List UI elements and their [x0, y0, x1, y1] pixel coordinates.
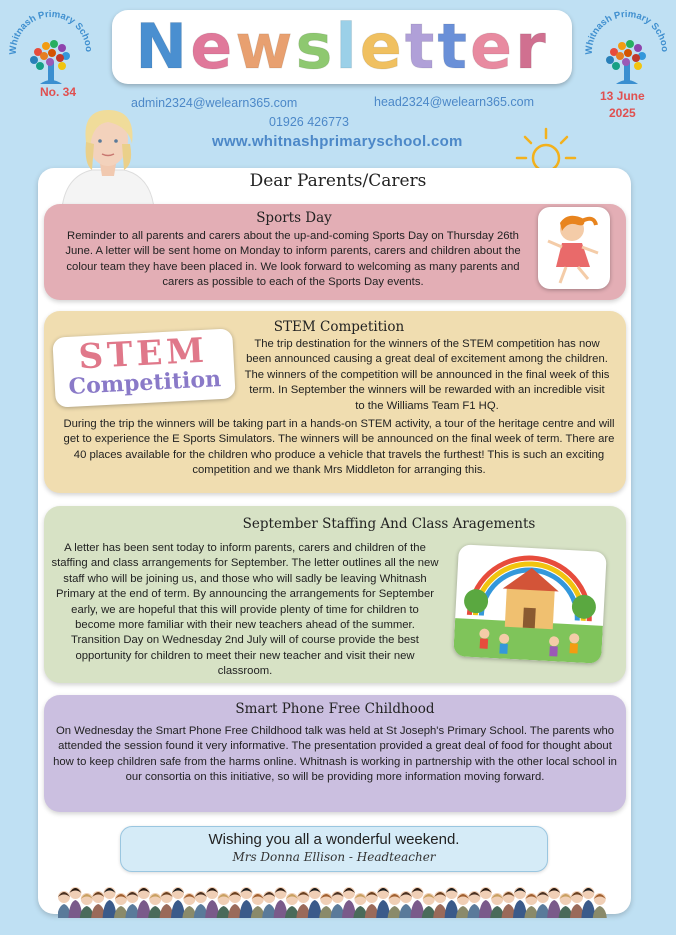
- staffing-body: A letter has been sent today to inform parents, carers and children of the staffing and class arrangements for September. The letter outlines all the new staff who will be joining us, and those who will sadly be leaving Whitnash Primary at the end of term. By announcing the arrangements for September early, we are hopeful that this will provide plenty of time for children to become more familiar with their new teachers ahead of the summer. Transition Day on Wednesday 2nd July will of course provide the best opportunity for children to meet their new teacher and visit their new classroom.: [51, 542, 439, 678]
- headteacher-avatar: [62, 104, 154, 208]
- tree-logo-icon: [30, 40, 70, 84]
- masthead-letter: t: [437, 10, 471, 83]
- greeting-heading: Dear Parents/Carers: [249, 171, 427, 191]
- smart-phone-section: [44, 695, 626, 812]
- stem-body-top: The trip destination for the winners of the STEM competition has now been announced causing a great deal of excitement among the children. The winners of the competition will be announced in the final week of this term. In September the winners will be rewarded with an incredible visit to the Williams Team F1 HQ.: [244, 338, 610, 412]
- stem-logo-word: STEM: [77, 330, 209, 378]
- school-children-illustration: [453, 544, 607, 664]
- sports-day-section: [44, 204, 626, 300]
- child-figure: [376, 887, 390, 918]
- stem-title: STEM Competition: [273, 319, 405, 335]
- masthead-letter: t: [404, 10, 438, 83]
- masthead-title: [112, 10, 572, 84]
- svg-text:Whitnash Primary School: Whitnash Primary Schoo: [583, 8, 671, 55]
- child-figure: [445, 887, 459, 918]
- masthead-letter: l: [335, 10, 360, 83]
- date-day-month: 13 June: [600, 89, 645, 103]
- masthead-letter: e: [190, 10, 236, 83]
- newsletter-masthead: [112, 10, 572, 84]
- school-logo-right: [580, 6, 674, 90]
- masthead-letter: e: [470, 10, 516, 83]
- admin-email-link[interactable]: admin2324@welearn365.com: [131, 96, 298, 110]
- stem-logo-competition: Competition: [67, 366, 222, 400]
- child-figure: [547, 887, 561, 918]
- issue-date: [600, 88, 645, 122]
- sports-day-body: Reminder to all parents and carers about the up-and-coming Sports Day on Thursday 26th June. A letter will be sent home on Monday to inform parents, carers and children about the colour team they have been placed in. We look forward to welcoming as many parents and carers as possible to each of the Sports Day events.: [65, 230, 521, 289]
- issue-number: No. 34: [40, 85, 77, 99]
- sports-day-picture: [538, 207, 610, 289]
- school-logo-left: [4, 6, 98, 90]
- stem-body-bottom: During the trip the winners will be taking part in a hands-on STEM activity, a tour of the heritage centre and will get to experience the E Sports Simulators. The winners will be announced on the final week of term. There are 40 places available for the children who produce a vehicle that travels the furthest! This is such an exciting competition and we thank Mrs Middleton for arranging this.: [63, 418, 615, 477]
- weekend-wish: Wishing you all a wonderful weekend.: [208, 831, 460, 848]
- child-figure: [410, 887, 424, 918]
- date-year: 2025: [609, 106, 636, 120]
- headteacher-signature: Mrs Donna Ellison - Headteacher: [232, 850, 436, 864]
- masthead-letter: r: [515, 10, 549, 83]
- child-figure: [171, 887, 185, 918]
- head-email-link[interactable]: head2324@welearn365.com: [374, 95, 535, 109]
- masthead-letter: e: [359, 10, 405, 83]
- school-picture: [453, 544, 607, 664]
- child-figure: [137, 887, 151, 918]
- child-figure: [479, 887, 493, 918]
- child-figure: [308, 887, 322, 918]
- stem-section: [44, 311, 626, 493]
- masthead-letter: s: [295, 10, 336, 83]
- child-figure: [593, 893, 607, 918]
- phone-number: 01926 426773: [269, 115, 349, 129]
- child-figure: [68, 887, 82, 918]
- child-figure: [274, 887, 288, 918]
- website-link[interactable]: www.whitnashprimaryschool.com: [212, 133, 463, 150]
- child-figure: [239, 887, 253, 918]
- svg-text:Whitnash Primary School: Whitnash Primary Schoo: [7, 8, 95, 55]
- staffing-title: September Staffing And Class Aragements: [242, 516, 536, 532]
- child-figure: [581, 887, 595, 918]
- stem-logo: [52, 328, 235, 407]
- smart-phone-title: Smart Phone Free Childhood: [235, 701, 435, 717]
- running-girl-illustration: [538, 207, 610, 289]
- child-figure: [103, 887, 117, 918]
- staffing-section: [44, 506, 626, 683]
- sports-day-title: Sports Day: [256, 210, 332, 226]
- smart-phone-body: On Wednesday the Smart Phone Free Childhood talk was held at St Joseph's Primary School. The parents who attended the session found it very informative. The presentation provided a great deal of food for thought about how to keep children safe from the harms online. Whitnash is working in partnership with the other local school in our consortia on this initiative, so will be providing more information moving forward.: [53, 725, 617, 784]
- child-figure: [513, 887, 527, 918]
- child-figure: [342, 887, 356, 918]
- masthead-letter: w: [235, 10, 296, 83]
- masthead-letter: N: [135, 10, 191, 83]
- signoff-box: [120, 826, 548, 872]
- tree-logo-icon: [606, 40, 646, 84]
- children-crowd-illustration: [58, 876, 614, 918]
- child-figure: [205, 887, 219, 918]
